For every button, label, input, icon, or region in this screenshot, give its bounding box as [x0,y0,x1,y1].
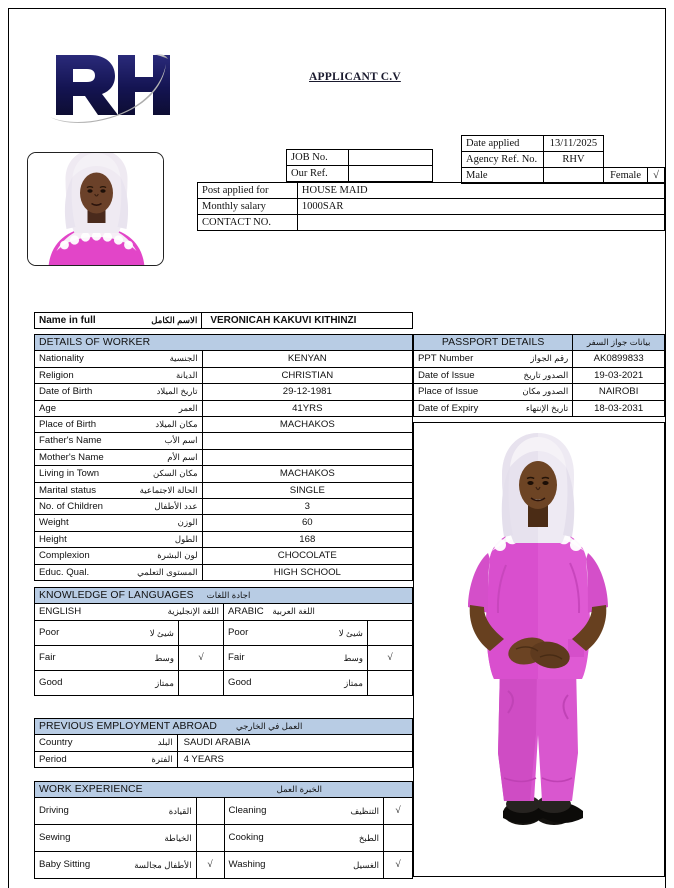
worker-label [35,548,203,564]
job-no-value[interactable] [348,150,432,166]
our-ref-value[interactable] [348,166,432,182]
work-experience-title [35,782,413,798]
cv-page [8,8,666,888]
worker-label-en: Father's Name [39,435,102,447]
table-row [35,515,413,531]
post-applied-value[interactable]: HOUSE MAID [297,183,664,199]
worker-value[interactable]: KENYAN [202,351,412,367]
worker-value[interactable]: MACHAKOS [202,466,412,482]
work-skill-label-right [224,825,384,852]
job-reference-table [286,149,433,182]
worker-label-en: Mother's Name [39,451,104,463]
worker-value[interactable]: CHOCOLATE [202,548,412,564]
english-level-label [35,645,179,670]
passport-label-en: Date of Issue [418,369,475,381]
language-level-row [35,670,413,695]
worker-label-en: Complexion [39,550,90,562]
english-level-label-ar: ممتاز [155,677,174,688]
agency-ref-label: Agency Ref. No. [462,152,544,168]
table-row [287,150,433,166]
table-row [35,449,413,465]
english-level-label-ar: شيئ لا [149,627,174,638]
english-level-label [35,620,179,645]
worker-label-ar: مكان الميلاد [155,419,198,430]
female-label: Female [603,168,647,184]
post-details-table [197,182,665,231]
previous-employment-label-ar: البلد [157,737,173,748]
work-skill-label-left [35,852,197,879]
english-level-label-en: Poor [39,626,60,638]
work-experience-title-ar: الخبرة العمل [276,784,322,794]
work-skill-label-right-en: Cleaning [228,805,267,817]
worker-value[interactable]: HIGH SCHOOL [202,564,412,580]
work-skill-checkbox-right[interactable]: √ [384,852,413,879]
english-level-checkbox[interactable]: √ [179,645,224,670]
worker-label [35,482,203,498]
passport-label [414,351,573,367]
work-skill-checkbox-left[interactable] [196,825,224,852]
previous-employment-label [35,751,178,767]
worker-label [35,384,203,400]
applicant-headshot [27,152,164,266]
arabic-label-en: ARABIC [228,606,264,618]
worker-label-en: Religion [39,369,74,381]
monthly-salary-label: Monthly salary [198,199,298,215]
arabic-level-label [224,645,368,670]
worker-value[interactable] [202,449,412,465]
passport-details-band [414,335,665,351]
language-level-row [35,645,413,670]
worker-label-en: Age [39,402,57,414]
date-applied-label: Date applied [462,136,544,152]
work-skill-label-right-en: Cooking [228,832,264,844]
name-label-ar: الاسم الكامل [151,315,198,325]
page-title: APPLICANT C.V [309,71,401,83]
languages-title-ar: اجادة اللغات [206,590,251,600]
female-checkbox[interactable]: √ [647,168,664,184]
table-row [35,400,413,416]
arabic-level-label-en: Fair [228,651,245,663]
passport-label-en: Place of Issue [418,386,479,398]
table-row [35,499,413,515]
passport-label-ar: رقم الجواز [530,353,569,364]
table-row [414,351,665,367]
english-level-label-en: Good [39,676,63,688]
work-skill-label-left-ar: الأطفال مجالسة [134,860,192,871]
worker-label-ar: لون البشرة [157,550,198,561]
work-skill-label-left-en: Sewing [39,832,71,844]
passport-label-en: PPT Number [418,353,474,365]
arabic-level-checkbox[interactable] [368,670,413,695]
worker-label [35,351,203,367]
work-experience-row [35,852,413,879]
arabic-level-label-en: Good [228,676,252,688]
passport-value[interactable]: AK0899833 [573,351,665,367]
work-skill-label-right [224,852,384,879]
table-row [462,152,665,168]
worker-value[interactable]: 29-12-1981 [202,384,412,400]
worker-label [35,564,203,580]
table-row [35,735,413,751]
worker-value[interactable]: 41YRS [202,400,412,416]
worker-label-en: Marital status [39,484,97,496]
name-label-en: Name in full [39,315,96,326]
previous-employment-value[interactable]: SAUDI ARABIA [177,735,412,751]
table-row [35,351,413,367]
table-row [35,367,413,383]
knowledge-of-languages-table [34,587,413,696]
arabic-level-label [224,670,368,695]
table-row [198,183,665,199]
passport-details-title: PASSPORT DETAILS [414,335,573,351]
our-ref-label: Our Ref. [287,166,349,182]
work-skill-label-left [35,825,197,852]
passport-value[interactable]: 18-03-2031 [573,400,665,416]
work-experience-table [34,781,413,879]
passport-details-table [413,334,665,417]
language-level-row [35,620,413,645]
table-row [462,136,665,152]
passport-label [414,384,573,400]
worker-value[interactable]: 168 [202,531,412,547]
worker-label-ar: الديانة [176,369,198,380]
work-experience-title-en: WORK EXPERIENCE [39,784,143,795]
passport-label-ar: الصدور تاريخ [523,369,569,380]
passport-label-ar: تاريخ الإنتهاء [525,402,569,413]
work-experience-row [35,825,413,852]
previous-employment-title [35,719,413,735]
worker-label-en: Educ. Qual. [39,566,90,578]
worker-label-ar: الجنسية [169,353,198,364]
work-skill-label-right-ar: التنظيف [350,806,380,817]
arabic-level-checkbox[interactable]: √ [368,645,413,670]
worker-label-ar: الوزن [177,517,198,528]
passport-value[interactable]: 19-03-2021 [573,367,665,383]
language-level-rows [35,620,413,695]
previous-employment-title-ar: العمل في الخارجي [235,721,303,731]
worker-value[interactable]: 60 [202,515,412,531]
table-row [35,482,413,498]
passport-value[interactable]: NAIROBI [573,384,665,400]
table-row [198,215,665,231]
work-skill-label-left-en: Baby Sitting [39,859,91,871]
contact-no-value[interactable] [297,215,664,231]
table-row [35,564,413,580]
work-skill-checkbox-right[interactable]: √ [384,798,413,825]
english-level-checkbox[interactable] [179,620,224,645]
worker-label [35,466,203,482]
worker-label-ar: الطول [174,533,198,544]
work-skill-label-left-ar: الخياطة [164,833,192,844]
work-skill-label-left-en: Driving [39,805,69,817]
english-label-en: ENGLISH [39,606,82,618]
worker-value[interactable]: SINGLE [202,482,412,498]
passport-label [414,400,573,416]
worker-label [35,449,203,465]
worker-rows [35,351,413,581]
worker-label-ar: المستوى التعلمي [137,566,198,577]
applicant-full-body-photo [413,422,665,877]
arabic-level-label-ar: شيئ لا [338,627,363,638]
agency-table [461,135,665,184]
work-skill-label-right-ar: الطبخ [358,833,380,844]
monthly-salary-value[interactable]: 1000SAR [297,199,664,215]
worker-label-en: Nationality [39,353,84,365]
languages-title-en: KNOWLEDGE OF LANGUAGES [39,590,194,601]
male-label: Male [462,168,544,184]
table-row [35,313,413,329]
passport-label-ar: الصدور مكان [522,386,569,397]
worker-label-en: Height [39,533,67,545]
work-experience-band [35,782,413,798]
previous-employment-value[interactable]: 4 YEARS [177,751,412,767]
previous-employment-label-en: Country [39,737,73,749]
languages-header-row [35,604,413,620]
company-logo [42,39,172,131]
work-skill-label-right-en: Washing [228,859,266,871]
previous-employment-title-en: PREVIOUS EMPLOYMENT ABROAD [39,721,217,732]
work-skill-label-right-ar: الغسيل [353,860,380,871]
previous-employment-rows [35,735,413,768]
worker-label [35,367,203,383]
worker-label-ar: العمر [178,402,198,413]
job-no-label: JOB No. [287,150,349,166]
passport-rows [414,351,665,417]
post-applied-label: Post applied for [198,183,298,199]
work-skill-label-right [224,798,384,825]
work-skill-label-left [35,798,197,825]
worker-label-ar: عدد الأطفال [154,501,198,512]
name-label [35,313,202,329]
english-level-label-ar: وسط [154,652,174,663]
worker-label [35,499,203,515]
table-row [414,400,665,416]
worker-label-ar: اسم الأم [167,451,198,462]
languages-title [35,588,413,604]
work-skill-label-left-ar: القيادة [168,806,192,817]
table-row [35,751,413,767]
table-row [35,433,413,449]
work-experience-row [35,798,413,825]
work-experience-rows [35,798,413,879]
details-of-worker-title: DETAILS OF WORKER [35,335,413,351]
passport-label [414,367,573,383]
languages-band [35,588,413,604]
worker-label-ar: الحالة الاجتماعية [139,484,198,495]
worker-label [35,417,203,433]
table-row [35,531,413,547]
table-row [414,384,665,400]
english-level-label [35,670,179,695]
table-row [35,548,413,564]
worker-label-en: Date of Birth [39,386,93,398]
worker-label-en: Weight [39,517,69,529]
english-level-label-en: Fair [39,651,56,663]
worker-label [35,433,203,449]
contact-no-label: CONTACT NO. [198,215,298,231]
worker-label-ar: اسم الأب [164,435,198,446]
worker-label-ar: تاريخ الميلاد [156,386,198,397]
name-value[interactable]: VERONICAH KAKUVI KITHINZI [202,313,413,329]
worker-label-en: Living in Town [39,468,100,480]
table-row [198,199,665,215]
worker-label-en: No. of Children [39,501,103,513]
name-in-full-table [34,312,413,329]
worker-label [35,531,203,547]
worker-value[interactable]: 3 [202,499,412,515]
arabic-level-checkbox[interactable] [368,620,413,645]
details-of-worker-table [34,334,413,581]
arabic-level-label-ar: ممتاز [344,677,363,688]
previous-employment-band [35,719,413,735]
table-row [287,166,433,182]
previous-employment-table [34,718,413,768]
arabic-level-label-en: Poor [228,626,249,638]
previous-employment-label [35,735,178,751]
passport-label-en: Date of Expiry [418,402,479,414]
table-row [35,466,413,482]
passport-details-title-ar: بيانات جواز السفر [573,335,665,351]
english-label-ar: اللغة الإنجليزية [167,606,219,617]
arabic-level-label [224,620,368,645]
work-skill-checkbox-left[interactable] [196,798,224,825]
english-level-checkbox[interactable] [179,670,224,695]
agency-ref-value[interactable]: RHV [544,152,604,168]
table-row [35,417,413,433]
english-header [35,604,224,620]
work-skill-checkbox-right[interactable] [384,825,413,852]
worker-value[interactable]: CHRISTIAN [202,367,412,383]
worker-value[interactable] [202,433,412,449]
date-applied-value[interactable]: 13/11/2025 [544,136,604,152]
worker-label-ar: مكان السكن [152,468,198,479]
worker-label [35,515,203,531]
work-skill-checkbox-left[interactable]: √ [196,852,224,879]
worker-label [35,400,203,416]
arabic-level-label-ar: وسط [343,652,363,663]
worker-label-en: Place of Birth [39,419,97,431]
previous-employment-label-en: Period [39,753,67,765]
details-of-worker-band [35,335,413,351]
worker-value[interactable]: MACHAKOS [202,417,412,433]
arabic-header [224,604,413,620]
arabic-label-ar: اللغة العربية [272,606,315,617]
previous-employment-label-ar: الفترة [151,753,173,764]
table-row [414,367,665,383]
table-row [35,384,413,400]
